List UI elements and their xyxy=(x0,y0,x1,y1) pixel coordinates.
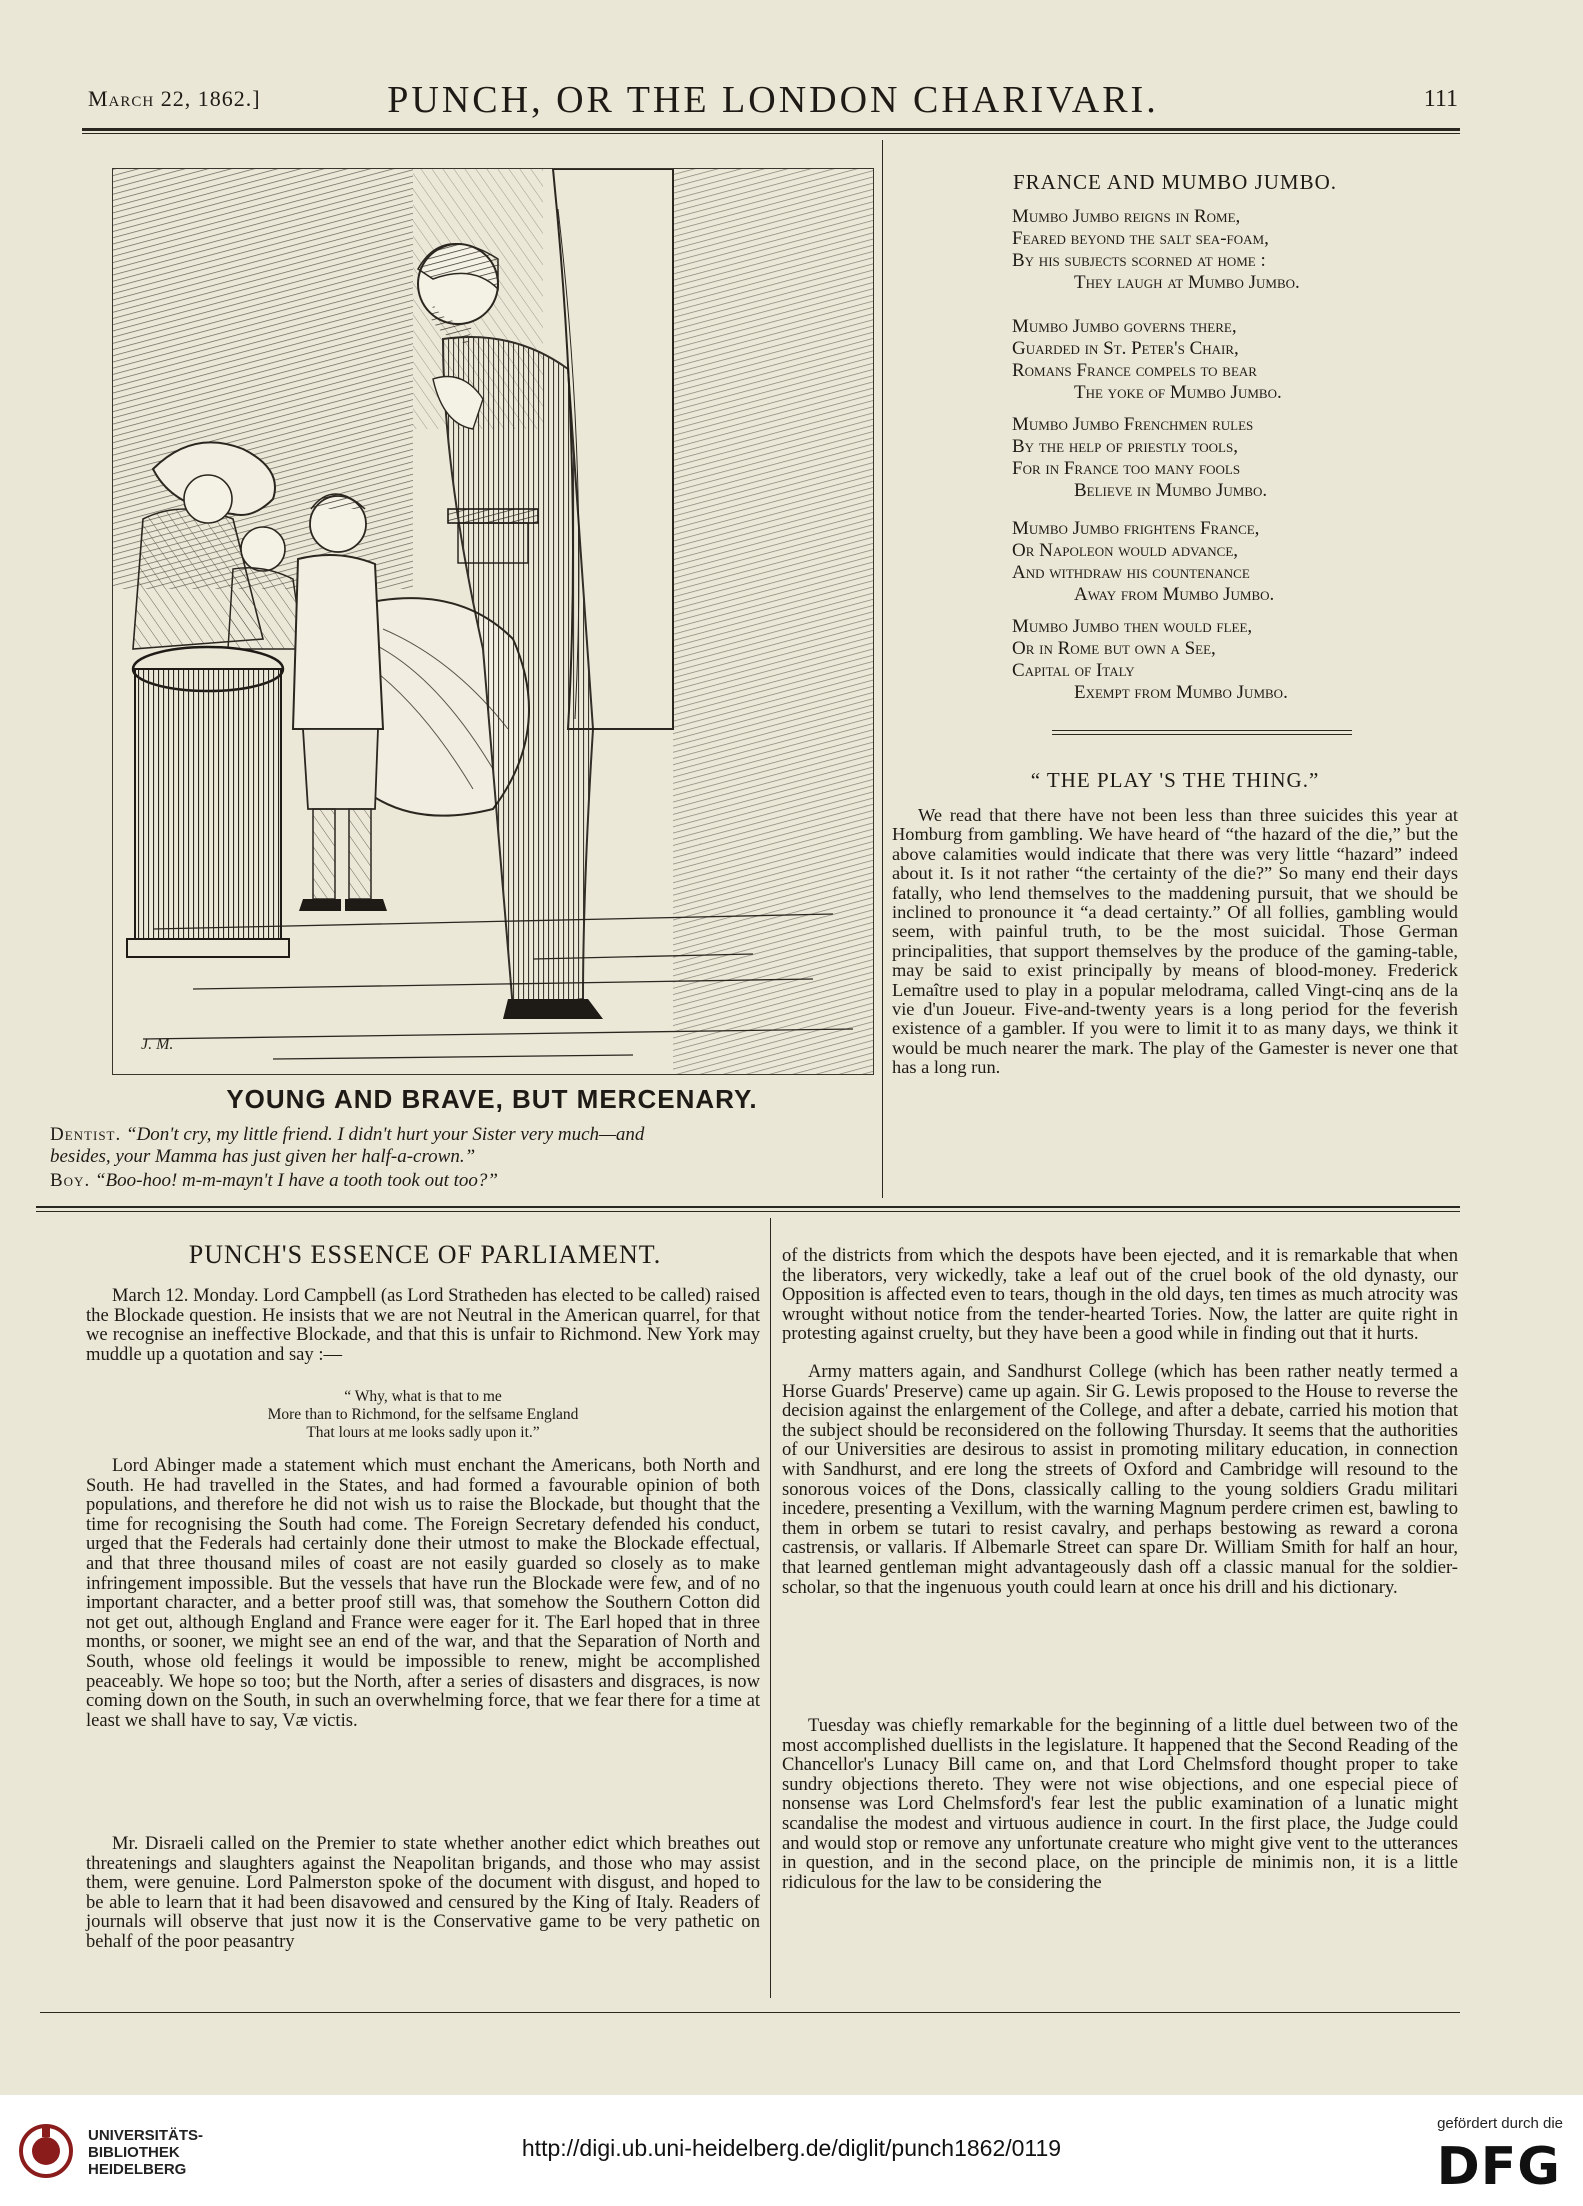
mid-rule-thin xyxy=(36,1211,1460,1212)
cartoon-illustration xyxy=(112,168,874,1075)
essence-paragraph-5: Army matters again, and Sandhurst College (which has been rather neatly termed a Horse Guards' Preserve) came up again. Sir G. Lewis proposed to the House to reverse the decision against the enlargement of the College, and after a debate, carried his motion that the subject should be reconsidered on the following Thursday. It seems that the authorities of our Universities are desirous to assist in promoting military education, in connection with Sandhurst, and ere long the streets of Oxford and Cambridge will resound to the sonorous voices of the Dons, classically calling to the young soldiers Gradu militari incedere, presenting a Vexillum, with the warning Magnum perdere crimen est, bawling to them in orbem se tutari to resist cavalry, and perhaps bestowing as reward a corona castrensis, or vallaris. If Albemarle Street can spare Dr. William Smith for half an hour, that learned gentleman might advantageously dash off a classic manual for the soldier-scholar, so that the ingenuous youth could learn at once his drill and his dictionary. xyxy=(782,1361,1458,1598)
dentist-text: “Don't cry, my little friend. I didn't hurt your Sister very much—and xyxy=(126,1124,645,1145)
essence-paragraph-1: March 12. Monday. Lord Campbell (as Lord Stratheden has elected to be called) raised the Blockade question. He insists that we are not Neutral in the American quarrel, for that we recognise an ineffective Blockade, and that this is unfair to Richmond. New York may muddle up a quotation and say :— xyxy=(86,1285,760,1365)
verse-line: “ Why, what is that to me xyxy=(344,1388,502,1405)
artist-monogram: J. M. xyxy=(141,1036,174,1053)
publication-title: PUNCH, OR THE LONDON CHARIVARI. xyxy=(387,79,1159,121)
poem-line: Mumbo Jumbo Frenchmen rules xyxy=(1012,414,1254,435)
dfg-logo: DFG xyxy=(1436,2137,1561,2197)
cartoon-title: YOUNG AND BRAVE, BUT MERCENARY. xyxy=(226,1084,758,1114)
essence-verse xyxy=(86,1388,760,1442)
boy-text: “Boo-hoo! m-m-mayn't I have a tooth took out too?” xyxy=(94,1170,498,1191)
poem-line: Mumbo Jumbo frightens France, xyxy=(1012,518,1260,539)
verse-line: More than to Richmond, for the selfsame England xyxy=(267,1406,579,1423)
poem-stanza-2 xyxy=(1012,316,1282,404)
section-rule-2 xyxy=(1052,734,1352,735)
section-rule xyxy=(1052,730,1352,731)
poem-line: And withdraw his countenance xyxy=(1012,562,1250,583)
poem-line: Believe in Mumbo Jumbo. xyxy=(1074,480,1268,501)
library-name-line: HEIDELBERG xyxy=(88,2161,187,2178)
poem-stanza-1 xyxy=(1012,206,1300,294)
essence-paragraph-2: Lord Abinger made a statement which must enchant the Americans, both North and South. He had travelled in the States, and had formed a favourable opinion of both populations, and therefore he did not wish us to raise the Blockade, but thought that the time for recognising the South had come. The Foreign Secretary defended his conduct, urged that the Federals had certainly done their utmost to make the Blockade effectual, and that three thousand miles of coast are not easily guarded so closely as to make infringement impossible. But the vessels that have run the Blockade were few, and of no important character, and a better proof still was, that somehow the Southern Cotton did not get out, although England and France were eager for it. The Earl hoped that in three months, or sooner, we might see an end of the war, and that the Separation of North and South, whose old feelings it would be impossible to renew, might be accomplished peaceably. We hope so too; but the North, after a series of disasters and disgraces, is now coming down on the South, in such an overwhelming force, that we fear there for a time at least we shall have to say, Væ victis. xyxy=(86,1455,760,1731)
poem-line: Mumbo Jumbo then would flee, xyxy=(1012,616,1253,637)
funded-by-label: gefördert durch die xyxy=(1437,2115,1563,2132)
poem-line: By his subjects scorned at home : xyxy=(1012,250,1266,271)
play-article: We read that there have not been less than three suicides this year at Homburg from gambling. We have heard of “the hazard of the die,” but the above calamities would indicate that there was very little “hazard” indeed about it. Is it not rather “the certainty of the die?” So many end their days fatally, who lend themselves to the maddening pursuit, that we should be inclined to pronounce it “a dead certainty.” Of all follies, gambling would seem, with painful truth, to be the most suicidal. Those German principalities, that support themselves by the produce of the gaming-table, may be said to exist principally by means of blood-money. Frederick Lemaître used to play in a popular melodrama, called Vingt-cinq ans de la vie d'un Joueur. Five-and-twenty years is a long period for the feverish existence of a gambler. If you were to limit it to as many days, we think it would be much nearer the mark. The play of the Gamester is never one that has a long run. xyxy=(892,805,1458,1078)
dentist-label: Dentist. xyxy=(50,1124,122,1145)
mid-rule xyxy=(36,1206,1460,1208)
cartoon-boy-line xyxy=(50,1170,880,1192)
boy-label: Boy. xyxy=(50,1170,91,1191)
poem-line: Capital of Italy xyxy=(1012,660,1135,681)
digitization-footer xyxy=(0,2095,1583,2206)
poem-line: For in France too many fools xyxy=(1012,458,1241,479)
dentist-text-continued: besides, your Mamma has just given her half-a-crown.” xyxy=(50,1146,476,1167)
poem-line: Romans France compels to bear xyxy=(1012,360,1257,381)
issue-date: March 22, 1862.] xyxy=(88,86,261,111)
essence-paragraph-3: Mr. Disraeli called on the Premier to state whether another edict which breathes out threatenings and slaughters against the Neapolitan brigands, and those who may assist them, were genuine. Lord Palmerston spoke of the document with disgust, and hoped to be able to learn that it had been disavowed and censured by the King of Italy. Readers of journals will observe that just now it is the Conservative game to be very pathetic on behalf of the poor peasantry xyxy=(86,1833,760,1952)
poem-title: FRANCE AND MUMBO JUMBO. xyxy=(1012,170,1338,194)
poem-stanza-3 xyxy=(1012,414,1267,502)
library-name-line: UNIVERSITÄTS- xyxy=(88,2127,204,2144)
page-number: 111 xyxy=(1423,86,1458,112)
poem-line: Exempt from Mumbo Jumbo. xyxy=(1074,682,1288,703)
poem-line: Guarded in St. Peter's Chair, xyxy=(1012,338,1239,359)
poem-stanza-5 xyxy=(1012,616,1288,704)
essence-title: PUNCH'S ESSENCE OF PARLIAMENT. xyxy=(188,1240,662,1269)
poem-line: Or in Rome but own a See, xyxy=(1012,638,1216,659)
source-url[interactable]: http://digi.ub.uni-heidelberg.de/diglit/punch1862/0119 xyxy=(521,2135,1062,2161)
cartoon-dentist-line xyxy=(50,1124,880,1146)
play-title: “ THE PLAY 'S THE THING.” xyxy=(1030,768,1320,792)
verse-line: That lours at me looks sadly upon it.” xyxy=(306,1424,540,1441)
poem-line: Away from Mumbo Jumbo. xyxy=(1074,584,1275,605)
header-rule-thin xyxy=(82,133,1460,134)
page-header xyxy=(88,78,1458,128)
header-rule xyxy=(82,128,1460,131)
poem-line: Mumbo Jumbo governs there, xyxy=(1012,316,1237,337)
essence-paragraph-6: Tuesday was chiefly remarkable for the beginning of a little duel between two of the most accomplished duellists in the legislature. It happened that the Second Reading of the Chancellor's Lunacy Bill came on, and that Lord Chelmsford thought proper to take sundry objections thereto. They were not wise objections, and one especial piece of nonsense was Lord Chelmsford's fear lest the public examination of a lunatic might scandalise the modest and virtuous audience in court. In the first place, the Judge could and would stop or remove any unfortunate creature who might give vent to the utterances in question, and in the second place, on the principle de minimis non, it is a little ridiculous for the law to be considering the xyxy=(782,1715,1458,1893)
column-divider-lower xyxy=(770,1218,771,1998)
poem-line: They laugh at Mumbo Jumbo. xyxy=(1074,272,1300,293)
column-divider-upper xyxy=(882,140,883,1198)
library-name-line: BIBLIOTHEK xyxy=(88,2144,180,2161)
poem-line: Feared beyond the salt sea-foam, xyxy=(1012,228,1269,249)
essence-paragraph-4: of the districts from which the despots have been ejected, and it is remarkable that when the liberators, very wickedly, take a leaf out of the cruel book of the old dynasty, our Opposition is affected even to tears, though in the old days, ten times as much atrocity was wrought without notice from the tender-hearted Tories. Now, the latter are quite right in protesting against cruelty, but they have been a good while in finding out that it hurts. xyxy=(782,1245,1458,1345)
poem-line: By the help of priestly tools, xyxy=(1012,436,1238,457)
poem-line: Or Napoleon would advance, xyxy=(1012,540,1239,561)
poem-line: The yoke of Mumbo Jumbo. xyxy=(1074,382,1282,403)
poem-line: Mumbo Jumbo reigns in Rome, xyxy=(1012,206,1241,227)
bottom-rule xyxy=(40,2012,1460,2013)
poem-stanza-4 xyxy=(1012,518,1274,606)
